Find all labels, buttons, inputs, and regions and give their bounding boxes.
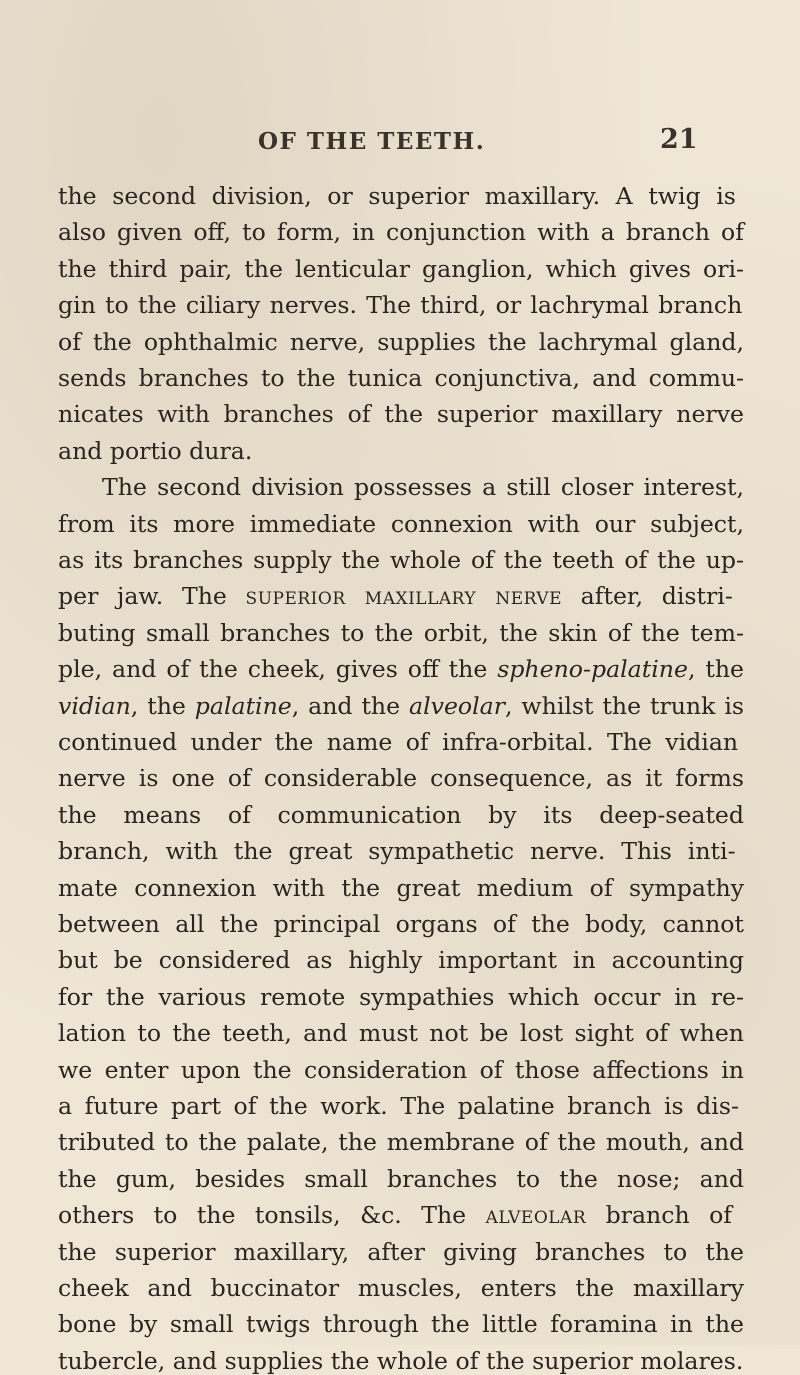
text-run: as its branches supply the whole of the teeth of the up- [58,546,744,574]
text-run: after, distri- [562,582,733,611]
text-run: sends branches to the tunica conjunctiva, and commu- [58,364,744,392]
text-line [58,764,744,792]
text-line [58,692,744,720]
text-run: branch, with the great sympathetic nerve. This inti- [58,837,736,866]
text-run: the second division, or superior maxillary. A twig is [58,182,736,210]
text-run: the third pair, the lenticular ganglion, which gives ori- [58,254,744,283]
text-line [58,946,744,974]
text-run: between all the principal organs of the body, cannot [58,910,744,938]
text-run: nicates with branches of the superior maxillary nerve [58,400,744,429]
text-run: bone by small twigs through the little foramina in the [58,1310,744,1339]
text-line [58,1092,739,1120]
page-number: 21 [660,124,698,155]
text-line [58,510,744,538]
text-run: the gum, besides small branches to the nose; and [58,1164,744,1193]
text-line [58,546,744,574]
text-line [58,874,744,902]
text-run: cheek and buccinator muscles, enters the maxillary [58,1274,744,1302]
text-run: tubercle, and supplies the whole of the superior molares. [58,1346,744,1375]
text-run: we enter upon the consideration of those affections in [58,1055,744,1084]
text-run: per jaw. The [58,582,246,611]
text-line [58,582,733,610]
text-line [58,1019,744,1047]
italic-term: alveolar [409,691,506,720]
text-line [58,182,736,210]
text-run: lation to the teeth, and must not be lost sight of when [58,1019,744,1048]
text-line [58,837,736,865]
text-run: a future part of the work. The palatine branch is dis- [58,1092,739,1120]
text-line [58,291,742,319]
small-caps-term: alveolar [485,1201,587,1230]
text-run: ple, and of the cheek, gives off the [58,655,498,684]
italic-term: palatine [194,691,292,720]
text-run: , whilst the trunk is [505,691,745,720]
text-run: the means of communication by its deep-seated [58,800,744,829]
text-line [58,328,744,356]
text-line [58,983,744,1011]
text-line [58,437,252,465]
text-run: , the [687,655,744,684]
text-run: others to the tonsils, &c. The [58,1201,486,1230]
text-line [58,218,744,246]
text-run: tributed to the palate, the membrane of the mouth, and [58,1128,744,1157]
running-title: OF THE TEETH. [258,128,486,155]
italic-term: vidian [58,691,131,720]
text-line [58,728,738,756]
text-line [58,619,744,647]
text-run: but be considered as highly important in accounting [58,946,744,975]
text-line [58,1165,744,1193]
text-run: continued under the name of infra-orbital. The vidian [58,728,739,756]
text-line [58,1238,744,1266]
text-run: buting small branches to the orbit, the skin of the tem- [58,618,744,647]
text-run: of the ophthalmic nerve, supplies the lachrymal gland, [58,327,744,356]
text-line [58,655,744,683]
text-run: mate connexion with the great medium of sympathy [58,873,744,902]
text-line [58,910,744,938]
text-run: , and the [291,691,410,720]
text-line [58,400,744,428]
text-run: branch of [586,1201,733,1230]
text-line [58,1056,744,1084]
text-run: also given off, to form, in conjunction with a branch of [58,218,744,247]
text-run: from its more immediate connexion with our subject, [58,509,744,538]
text-line [58,255,744,283]
text-run: nerve is one of considerable consequence, as it forms [58,764,744,793]
text-line [58,1310,744,1338]
italic-term: spheno-palatine [497,655,688,684]
text-line [58,801,744,829]
text-run: for the various remote sympathies which occur in re- [58,982,744,1011]
text-run: gin to the ciliary nerves. The third, or lachrymal branch [58,291,743,320]
small-caps-term: superior maxillary nerve [245,582,562,611]
text-run: and portio dura. [58,436,253,465]
text-line [58,1201,732,1229]
text-line [102,473,744,501]
text-run: , the [130,691,195,720]
text-line [58,1347,743,1375]
text-run: the superior maxillary, after giving branches to the [58,1237,744,1266]
text-line [58,1128,744,1156]
text-run: The second division possesses a still closer interest, [102,473,744,502]
page-header [0,124,800,168]
text-line [58,364,744,392]
text-line [58,1274,744,1302]
